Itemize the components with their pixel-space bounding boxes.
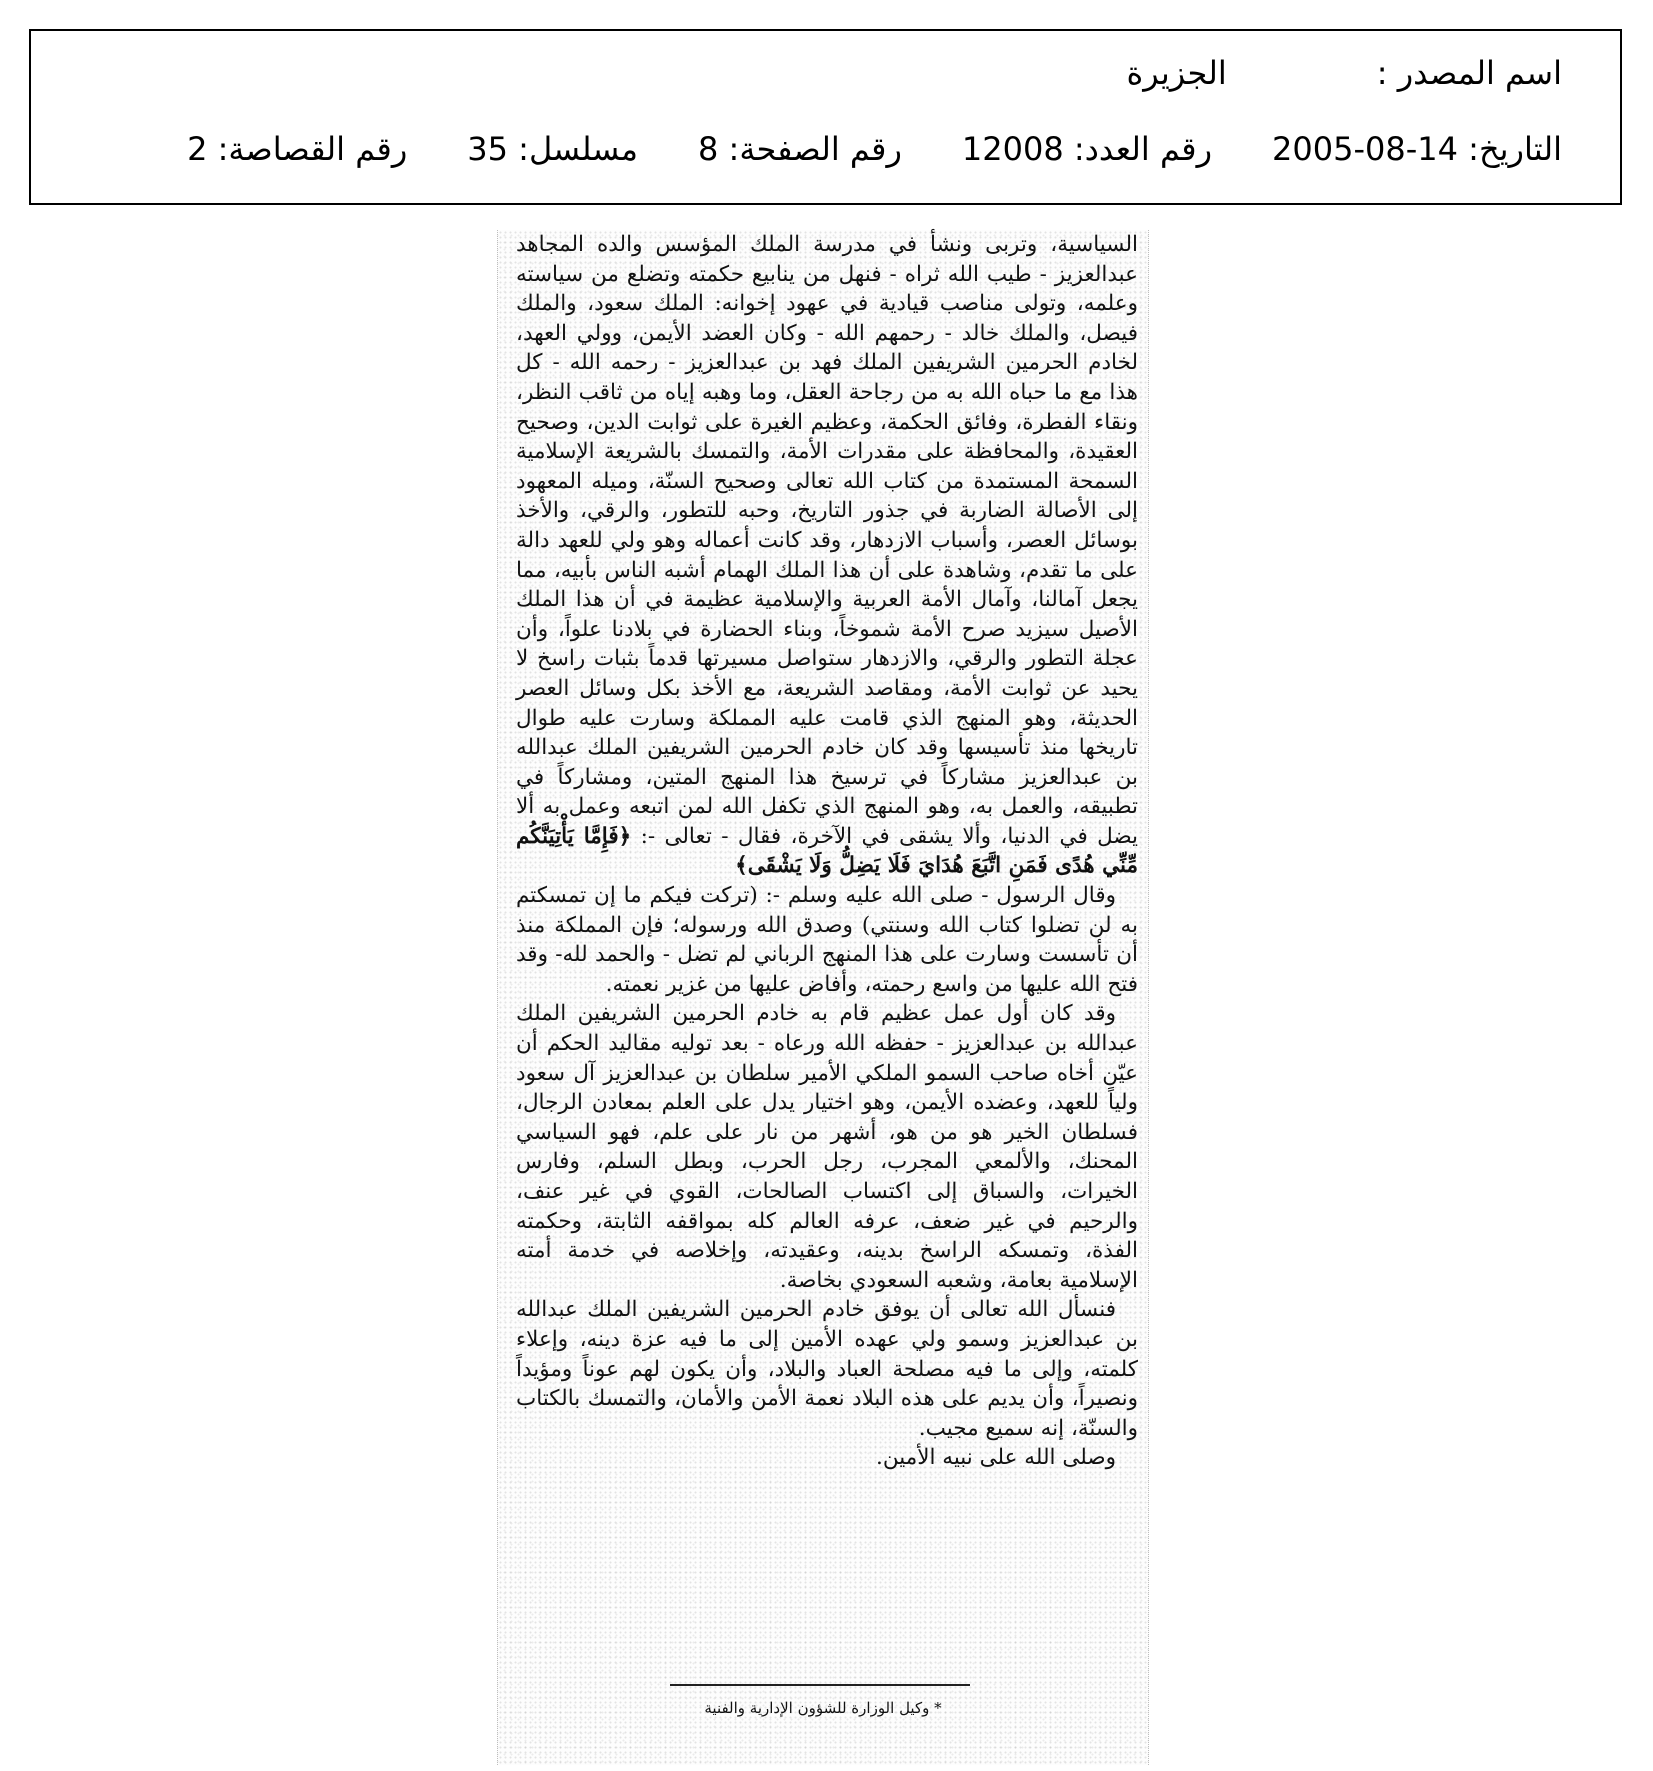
signature-divider xyxy=(670,1684,970,1686)
newspaper-clipping xyxy=(497,230,1149,1765)
page-number-field: رقم الصفحة: 8 xyxy=(698,130,902,168)
paragraph-1-text: السياسية، وتربى ونشأ في مدرسة الملك المؤسس والده المجاهد عبدالعزيز - طيب الله ثراه - فنهل من ينابيع حكمته وتضلع من سياسته وعلمه، وتولى مناصب قيادية في عهود إخوانه: الملك سعود، والملك فيصل، والملك خالد - رحمهم الله - وكان العضد الأيمن، وولي العهد، لخادم الحرمين الشريفين الملك فهد بن عبدالعزيز - رحمه الله - كل هذا مع ما حباه الله به من رجاحة العقل، وما وهبه إياه من ثاقب النظر، ونقاء الفطرة، وفائق الحكمة، وعظيم الغيرة على ثوابت الدين، وصحيح العقيدة، والمحافظة على مقدرات الأمة، والتمسك بالشريعة الإسلامية السمحة المستمدة من كتاب الله تعالى وصحيح السنّة، وميله المعهود إلى الأصالة الضاربة في جذور التاريخ، وحبه للتطور، والرقي، والأخذ بوسائل العصر، وأسباب الازدهار، وقد كانت أعماله وهو ولي للعهد دالة على ما تقدم، وشاهدة على أن هذا الملك الهمام أشبه الناس بأبيه، مما يجعل آمالنا، وآمال الأمة العربية والإسلامية عظيمة في أن هذا الملك الأصيل سيزيد صرح الأمة شموخاً، وبناء الحضارة في بلادنا علواً، وأن عجلة التطور والرقي، والازدهار ستواصل مسيرتها قدماً بثبات راسخ لا يحيد عن ثوابت الأمة، ومقاصد الشريعة، مع الأخذ بكل وسائل العصر الحديثة، وهو المنهج الذي قامت عليه المملكة وسارت عليه طوال تاريخها منذ تأسيسها وقد كان خادم الحرمين الشريفين الملك عبدالله بن عبدالعزيز مشاركاً في ترسيخ هذا المنهج المتين، ومشاركاً في تطبيقه، والعمل به، وهو المنهج الذي تكفل الله لمن اتبعه وعمل به ألا يضل في الدنيا، وألا يشقى في الآخرة، فقال - تعالى -: xyxy=(516,232,1139,849)
article-paragraph-4: فنسأل الله تعالى أن يوفق خادم الحرمين الشريفين الملك عبدالله بن عبدالعزيز وسمو ولي عهده الأمين إلى ما فيه عزة دينه، وإعلاء كلمته، وإلى ما فيه مصلحة العباد والبلاد، وأن يكون لهم عوناً ومؤيداً ونصيراً، وأن يديم على هذه البلاد نعمة الأمن والأمان، والتمسك بالكتاب والسنّة، إنه سميع مجيب. xyxy=(516,1297,1138,1441)
author-footnote: * وكيل الوزارة للشؤون الإدارية والفنية xyxy=(704,1699,942,1717)
article-paragraph-3: وقد كان أول عمل عظيم قام به خادم الحرمين الشريفين الملك عبدالله بن عبدالعزيز - حفظه الله ورعاه - بعد توليه مقاليد الحكم أن عيّن أخاه صاحب السمو الملكي الأمير سلطان بن عبدالعزيز آل سعود ولياً للعهد، وعضده الأيمن، وهو اختيار يدل على العلم بمعادن الرجال، فسلطان الخير هو من هو، أشهر من نار على علم، فهو السياسي المحنك، والألمعي المجرب، رجل الحرب، وبطل السلم، وفارس الخيرات، والسباق إلى اكتساب الصالحات، القوي في غير عنف، والرحيم في غير ضعف، عرفه العالم كله بمواقفه الثابتة، وحكمته الفذة، وتمسكه الراسخ بدينه، وعقيدته، وإخلاصه في خدمة أمته الإسلامية بعامة، وشعبه السعودي بخاصة. xyxy=(516,1001,1138,1293)
date-field: التاريخ: 14-08-2005 xyxy=(1272,130,1562,168)
article-body xyxy=(516,230,1138,1473)
clip-number-field: رقم القصاصة: 2 xyxy=(187,130,408,168)
quran-verse: ﴿فَإِمَّا يَأْتِيَنَّكُم مِّنِّي هُدًى فَمَنِ اتَّبَعَ هُدَايَ فَلَا يَضِلُّ وَلَا يَشْقَى﴾ xyxy=(516,823,1138,879)
meta-row xyxy=(187,129,1562,169)
source-label: اسم المصدر : xyxy=(1376,54,1562,92)
clipping-info-header xyxy=(29,29,1622,205)
source-name: الجزيرة xyxy=(1126,54,1227,92)
article-closing: وصلى الله على نبيه الأمين. xyxy=(876,1445,1116,1471)
article-paragraph-1 xyxy=(516,230,1138,881)
article-paragraph-2: وقال الرسول - صلى الله عليه وسلم -: (تركت فيكم ما إن تمسكتم به لن تضلوا كتاب الله وسنتي) وصدق الله ورسوله؛ فإن المملكة منذ أن تأسست وسارت على هذا المنهج الرباني لم تضل - والحمد لله- وقد فتح الله عليها من واسع رحمته، وأفاض عليها من غزير نعمته. xyxy=(516,883,1138,997)
issue-number-field: رقم العدد: 12008 xyxy=(961,130,1213,168)
serial-field: مسلسل: 35 xyxy=(467,130,638,168)
source-row xyxy=(1126,53,1562,93)
